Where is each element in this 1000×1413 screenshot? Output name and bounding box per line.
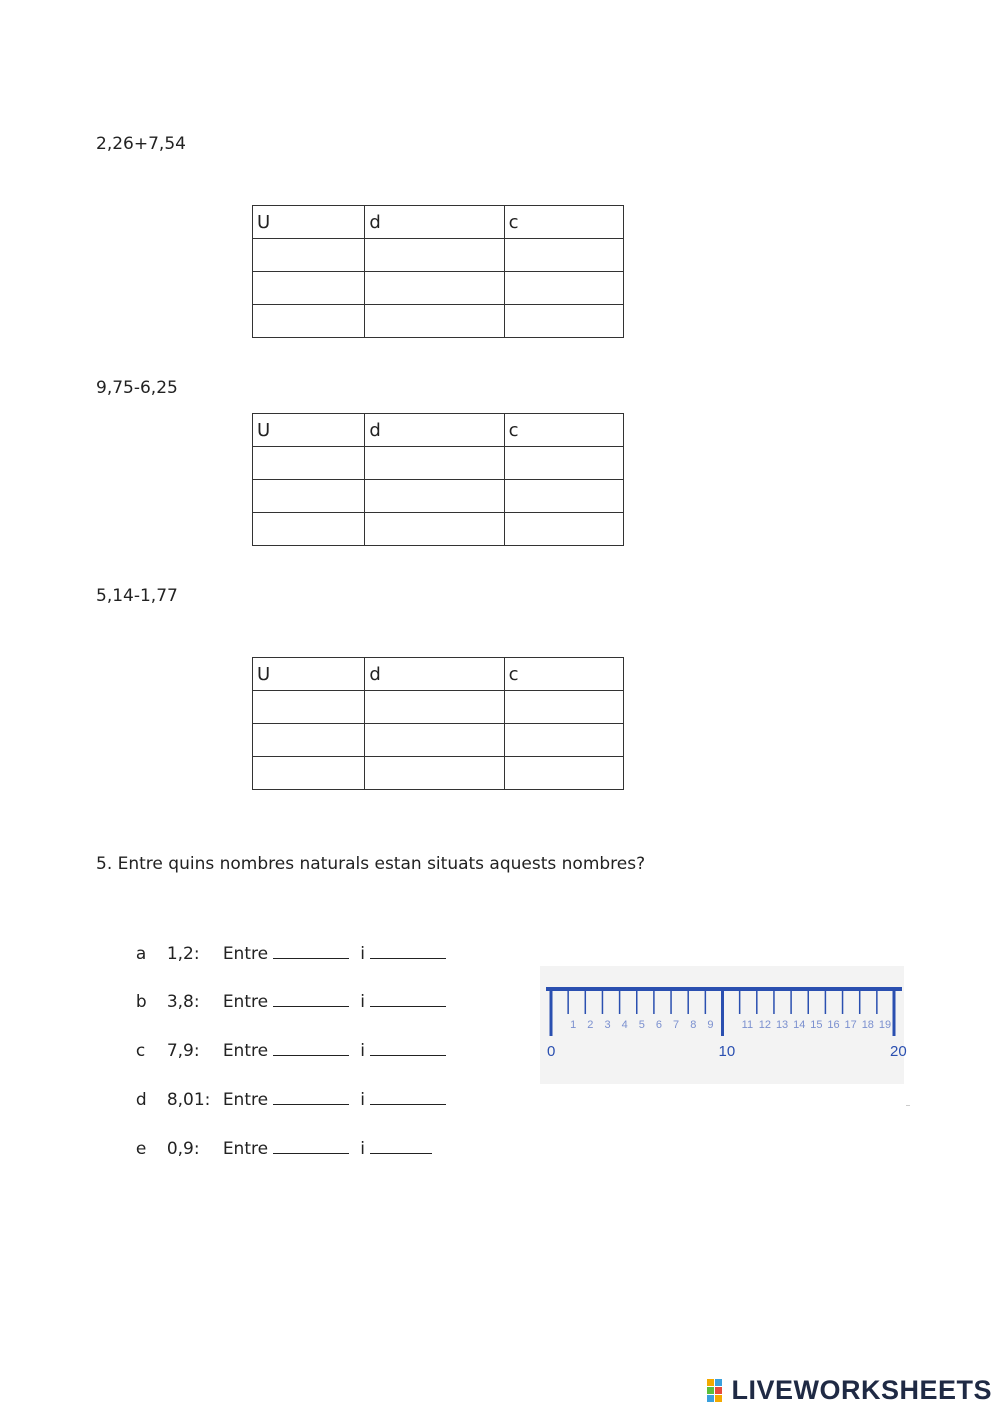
table-cell[interactable] bbox=[253, 513, 365, 546]
header-hundredths: c bbox=[504, 206, 623, 239]
number-line-minor-label: 1 bbox=[570, 1019, 577, 1031]
number-line-minor-label: 8 bbox=[690, 1019, 697, 1031]
list-item bbox=[125, 1021, 446, 1061]
table-cell[interactable] bbox=[253, 447, 365, 480]
answer-blank[interactable] bbox=[370, 992, 446, 1007]
number-line-minor-label: 3 bbox=[604, 1019, 611, 1031]
item-letter: a bbox=[135, 944, 147, 964]
number-line-minor-label: 11 bbox=[741, 1019, 754, 1031]
table-cell[interactable] bbox=[504, 513, 623, 546]
table-row bbox=[253, 480, 624, 513]
number-line-minor-label: 18 bbox=[861, 1019, 874, 1031]
liveworksheets-logo-icon bbox=[707, 1377, 729, 1403]
number-line-minor-label: 7 bbox=[673, 1019, 680, 1031]
table-cell[interactable] bbox=[504, 305, 623, 338]
table-row bbox=[253, 691, 624, 724]
table-header-row bbox=[253, 414, 624, 447]
item-entre: Entre bbox=[222, 992, 269, 1012]
number-line-minor-label: 2 bbox=[587, 1019, 594, 1031]
answer-blank[interactable] bbox=[273, 944, 349, 959]
number-line-minor-label: 5 bbox=[638, 1019, 645, 1031]
item-letter: d bbox=[135, 1090, 147, 1110]
item-letter: e bbox=[135, 1139, 147, 1159]
header-units: U bbox=[253, 206, 365, 239]
number-line-minor-label: 13 bbox=[775, 1019, 789, 1031]
table-cell[interactable] bbox=[253, 757, 365, 790]
header-tenths: d bbox=[365, 206, 504, 239]
answer-blank[interactable] bbox=[273, 1041, 349, 1056]
item-value: 7,9: bbox=[166, 1041, 200, 1061]
number-line-minor-label: 17 bbox=[844, 1019, 857, 1031]
number-line-major-label: 10 bbox=[718, 1043, 736, 1060]
table-cell[interactable] bbox=[365, 239, 504, 272]
header-hundredths: c bbox=[504, 414, 623, 447]
table-cell[interactable] bbox=[253, 691, 365, 724]
list-item bbox=[125, 1119, 432, 1159]
number-line bbox=[540, 966, 910, 1106]
header-units: U bbox=[253, 414, 365, 447]
table-row bbox=[253, 757, 624, 790]
table-cell[interactable] bbox=[253, 724, 365, 757]
answer-blank[interactable] bbox=[370, 1139, 432, 1154]
question-title: 5. Entre quins nombres naturals estan situats aquests nombres? bbox=[96, 854, 646, 874]
table-cell[interactable] bbox=[253, 480, 365, 513]
exercise-1-expression: 2,26+7,54 bbox=[96, 134, 186, 154]
item-letter: b bbox=[135, 992, 147, 1012]
table-cell[interactable] bbox=[365, 272, 504, 305]
answer-blank[interactable] bbox=[273, 1090, 349, 1105]
footer-logo bbox=[707, 1375, 992, 1405]
table-cell[interactable] bbox=[504, 724, 623, 757]
table-cell[interactable] bbox=[365, 305, 504, 338]
answer-blank[interactable] bbox=[370, 944, 446, 959]
answer-blank[interactable] bbox=[370, 1090, 446, 1105]
table-cell[interactable] bbox=[504, 239, 623, 272]
table-cell[interactable] bbox=[504, 757, 623, 790]
item-conj: i bbox=[360, 1090, 366, 1110]
number-line-major-label: 0 bbox=[547, 1043, 556, 1060]
item-value: 1,2: bbox=[166, 944, 200, 964]
table-cell[interactable] bbox=[504, 447, 623, 480]
table-cell[interactable] bbox=[504, 480, 623, 513]
item-value: 8,01: bbox=[166, 1090, 211, 1110]
table-row bbox=[253, 305, 624, 338]
number-line-major-label: 20 bbox=[890, 1043, 907, 1060]
table-row bbox=[253, 239, 624, 272]
list-item bbox=[125, 924, 446, 964]
exercise-2-expression: 9,75-6,25 bbox=[96, 378, 178, 398]
table-cell[interactable] bbox=[365, 513, 504, 546]
item-conj: i bbox=[360, 992, 366, 1012]
item-entre: Entre bbox=[222, 1090, 269, 1110]
item-entre: Entre bbox=[222, 1139, 269, 1159]
number-line-minor-label: 16 bbox=[827, 1019, 840, 1031]
number-line-minor-label: 19 bbox=[878, 1019, 892, 1031]
exercise-2-table bbox=[252, 413, 624, 546]
table-header-row bbox=[253, 658, 624, 691]
item-value: 0,9: bbox=[166, 1139, 200, 1159]
header-tenths: d bbox=[365, 658, 504, 691]
item-entre: Entre bbox=[222, 1041, 269, 1061]
item-conj: i bbox=[360, 1139, 366, 1159]
table-cell[interactable] bbox=[365, 691, 504, 724]
exercise-3-expression: 5,14-1,77 bbox=[96, 586, 178, 606]
header-units: U bbox=[253, 658, 365, 691]
table-cell[interactable] bbox=[365, 447, 504, 480]
number-line-minor-label: 4 bbox=[621, 1019, 628, 1031]
exercise-3-table bbox=[252, 657, 624, 790]
table-row bbox=[253, 513, 624, 546]
list-item bbox=[125, 1070, 446, 1110]
number-line-minor-label: 14 bbox=[793, 1019, 806, 1031]
number-line-minor-label: 6 bbox=[655, 1019, 663, 1031]
table-cell[interactable] bbox=[253, 239, 365, 272]
number-line-minor-label: 9 bbox=[707, 1019, 714, 1031]
header-tenths: d bbox=[365, 414, 504, 447]
exercise-1-table bbox=[252, 205, 624, 338]
answer-blank[interactable] bbox=[370, 1041, 446, 1056]
table-cell[interactable] bbox=[253, 305, 365, 338]
table-header-row bbox=[253, 206, 624, 239]
table-cell[interactable] bbox=[365, 724, 504, 757]
item-value: 3,8: bbox=[166, 992, 200, 1012]
table-row bbox=[253, 447, 624, 480]
item-letter: c bbox=[135, 1041, 146, 1061]
number-line-minor-label: 15 bbox=[810, 1019, 823, 1031]
brand-name: LIVEWORKSHEETS bbox=[731, 1374, 992, 1405]
item-entre: Entre bbox=[222, 944, 269, 964]
number-line-minor-label: 12 bbox=[758, 1019, 772, 1031]
list-item bbox=[125, 972, 446, 1012]
answer-blank[interactable] bbox=[273, 992, 349, 1007]
table-row bbox=[253, 272, 624, 305]
item-conj: i bbox=[360, 944, 366, 964]
table-cell[interactable] bbox=[365, 757, 504, 790]
table-cell[interactable] bbox=[504, 691, 623, 724]
table-cell[interactable] bbox=[365, 480, 504, 513]
table-cell[interactable] bbox=[253, 272, 365, 305]
item-conj: i bbox=[360, 1041, 366, 1061]
header-hundredths: c bbox=[504, 658, 623, 691]
table-cell[interactable] bbox=[504, 272, 623, 305]
table-row bbox=[253, 724, 624, 757]
answer-blank[interactable] bbox=[273, 1139, 349, 1154]
